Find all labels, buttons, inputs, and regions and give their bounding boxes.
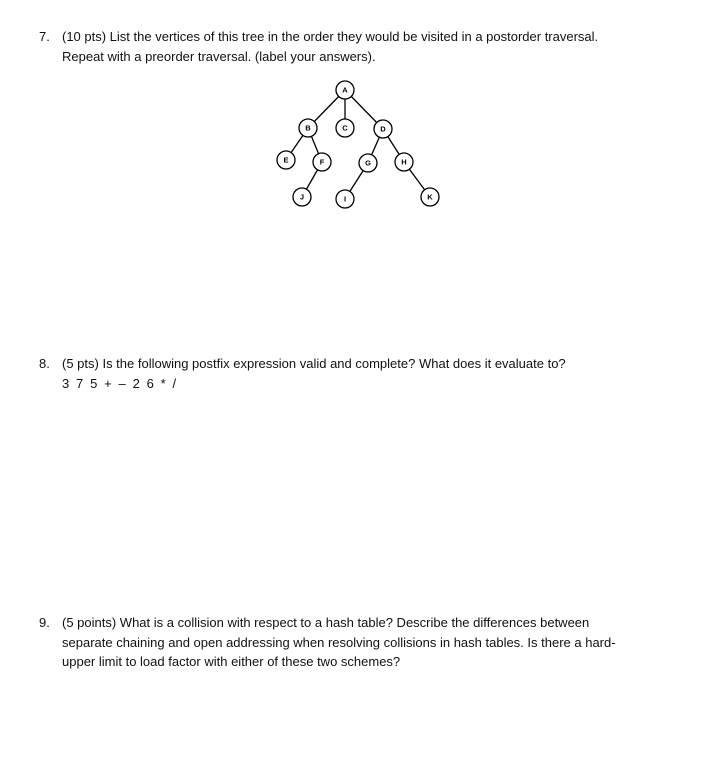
tree-node-f — [313, 153, 331, 171]
tree-node-label: B — [305, 123, 311, 133]
tree-node-label: E — [283, 155, 289, 165]
tree-node-b — [299, 119, 317, 137]
question-number: 7. — [39, 29, 50, 44]
tree-node-label: K — [427, 192, 433, 202]
tree-node-label: J — [299, 192, 305, 202]
tree-diagram — [260, 78, 450, 218]
question-text — [62, 27, 598, 66]
question-line: separate chaining and open addressing when resolving collisions in hash tables. Is there a hard- — [62, 634, 616, 650]
tree-node-label: F — [319, 157, 325, 167]
tree-node-g — [359, 154, 377, 172]
tree-edges — [286, 90, 430, 202]
tree-node-label: G — [365, 158, 371, 168]
tree-node-d — [374, 120, 392, 138]
tree-node-label: A — [342, 85, 348, 95]
question-text — [62, 354, 566, 393]
question-number: 9. — [39, 615, 50, 630]
tree-node-a — [336, 81, 354, 99]
question-line: (5 pts) Is the following postfix expression valid and complete? What does it evaluate to? — [62, 356, 566, 371]
tree-node-label: H — [401, 157, 407, 167]
tree-node-label: C — [342, 123, 348, 133]
tree-node-j — [293, 188, 311, 206]
question-line: (10 pts) List the vertices of this tree in the order they would be visited in a postorder traversal. — [62, 29, 599, 44]
question-text — [62, 613, 616, 672]
tree-nodes — [277, 81, 439, 208]
question-line: upper limit to load factor with either of these two schemes? — [62, 654, 401, 669]
question-line: (5 points) What is a collision with respect to a hash table? Describe the differences between — [62, 615, 590, 630]
tree-node-k — [421, 188, 439, 206]
tree-node-i — [336, 190, 354, 208]
tree-node-c — [336, 119, 354, 137]
tree-node-h — [395, 153, 413, 171]
postfix-expression: 3 7 5 + – 2 6 * / — [62, 375, 178, 391]
question-number: 8. — [39, 356, 50, 371]
tree-node-label: I — [343, 194, 347, 204]
question-line: Repeat with a preorder traversal. (label your answers). — [62, 48, 376, 64]
tree-node-e — [277, 151, 295, 169]
tree-node-label: D — [380, 124, 386, 134]
